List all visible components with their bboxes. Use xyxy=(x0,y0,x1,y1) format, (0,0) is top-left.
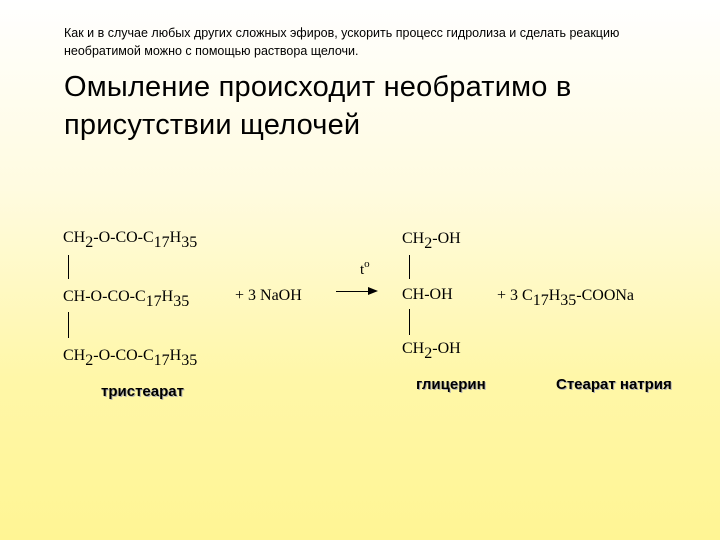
caption-glycerol: глицерин xyxy=(416,376,486,393)
slide-title: Омыление происходит необратимо в присутствии щелочей xyxy=(64,71,572,141)
sodium-stearate-formula: + 3 $C_{17}H_{35}$-COONa xyxy=(497,287,635,309)
reactant-row-1: $CH_2-O-CO-C_{17}H_{35}$ xyxy=(63,229,198,251)
reagent-naoh: + 3 NaOH xyxy=(235,287,302,304)
glycerol-row-2: CH-OH xyxy=(402,286,453,303)
bond-line xyxy=(409,255,410,279)
bond-line xyxy=(68,255,69,279)
caption-sodium-stearate: Стеарат натрия xyxy=(556,376,672,393)
glycerol-row-3: $CH_2-OH$ xyxy=(402,340,461,362)
reaction-arrow xyxy=(336,291,370,292)
bond-line xyxy=(68,312,69,338)
glycerol-row-1: $CH_2-OH$ xyxy=(402,230,461,252)
temperature-condition: $t^o$ xyxy=(360,258,370,278)
reactant-row-3: $CH_2-O-CO-C_{17}H_{35}$ xyxy=(63,347,198,369)
intro-text: Как и в случае любых других сложных эфиров, ускорить процесс гидролиза и сделать реакцию необратимой можно с помощью раствора щелочи. xyxy=(64,26,620,58)
reactant-row-2: $CH-O-CO-C_{17}H_{35}$ xyxy=(63,288,190,310)
arrow-head-icon xyxy=(368,287,378,295)
bond-line xyxy=(409,309,410,335)
caption-tristearate: тристеарат xyxy=(101,383,184,400)
